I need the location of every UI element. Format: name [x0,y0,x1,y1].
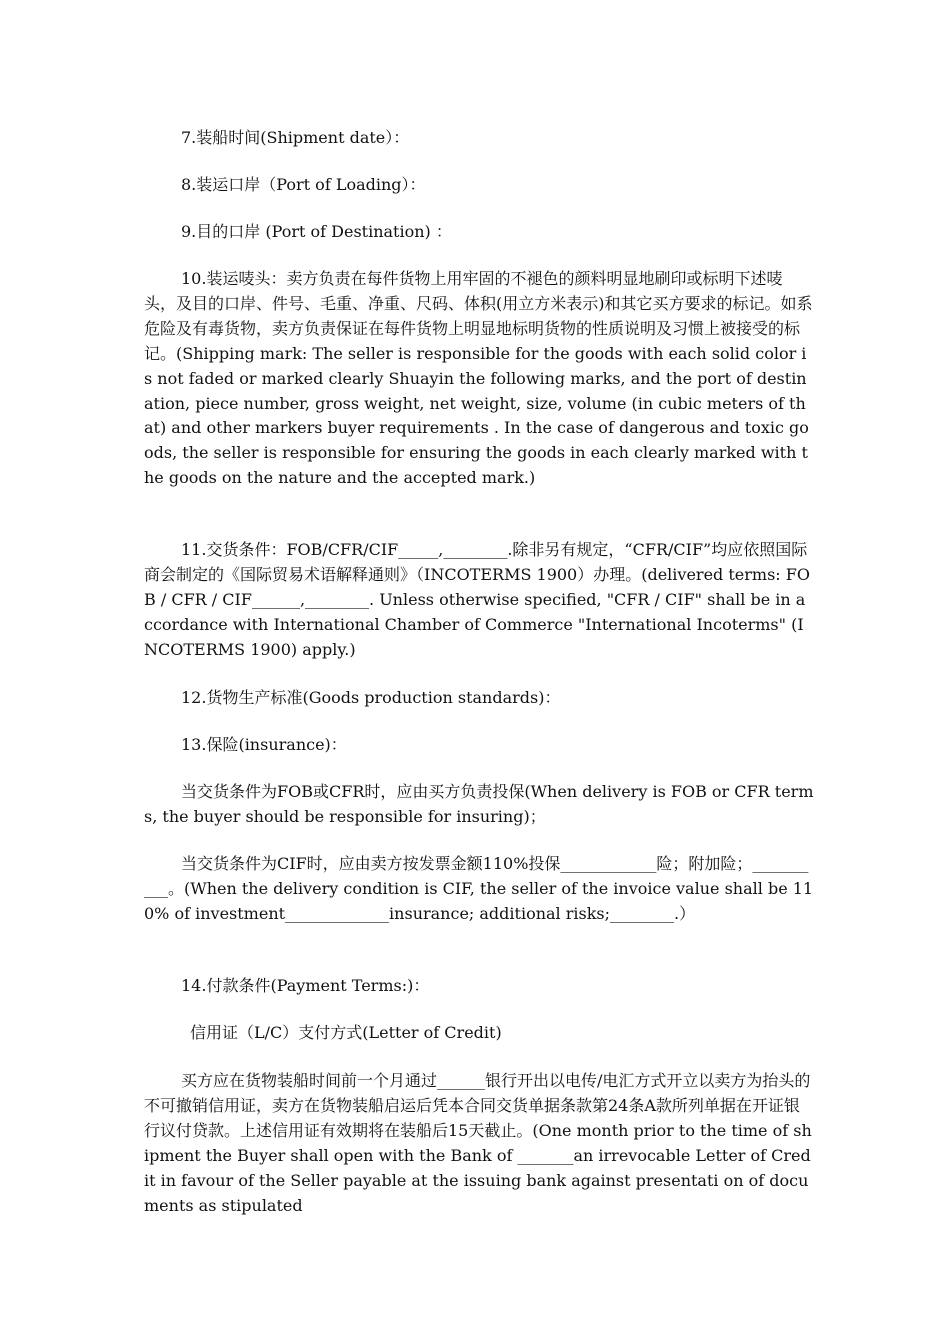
clause-13-insurance [181,733,851,758]
clause-11-delivery-terms [144,538,814,663]
clause-13-fob-cfr-note [144,780,814,830]
clause-8-port-of-loading [181,173,851,198]
clause-13-cif-note [144,852,814,927]
clause-14-lc-heading-text: 信用证（L/C）支付方式(Letter of Credit) [190,1023,502,1042]
clause-14-letter-of-credit-body [144,1069,814,1218]
clause-8-text: 8.装运口岸（Port of Loading）： [181,175,426,194]
clause-13-text: 13.保险(insurance)： [181,735,347,754]
clause-14-payment-terms [181,974,851,999]
clause-9-port-of-destination [181,220,851,245]
clause-11-text: 11.交货条件：FOB/CFR/CIF_____,________.除非另有规定，“CFR/CIF”均应依照国际商会制定的《国际贸易术语解释通则》（INCOTERMS 1900）办理。(delivered terms: FOB / CFR / CIF______,________. Unless otherwise specified, "CFR / CIF" shall be in accordance with International Chamber of Commerce "International Incoterms" (INCOTERMS 1900) apply.) [144,540,810,659]
clause-14-lc-body-text: 买方应在货物装船时间前一个月通过______银行开出以电传/电汇方式开立以卖方为抬头的不可撤销信用证，卖方在货物装船启运后凭本合同交货单据条款第24条A款所列单据在开证银行议付贷款。上述信用证有效期将在装船后15天截止。(One month prior to the time of shipment the Buyer shall open with the Bank of _______an irrevocable Letter of Credit in favour of the Seller payable at the issuing bank against presentati on of documents as stipulated [144,1071,812,1215]
clause-12-production-standards [181,686,851,711]
clause-7-shipment-date [181,126,851,151]
clause-14-letter-of-credit-heading [190,1021,860,1046]
clause-12-text: 12.货物生产标准(Goods production standards)： [181,688,561,707]
clause-10-shipping-mark [144,267,814,491]
clause-14-text: 14.付款条件(Payment Terms:)： [181,976,430,995]
clause-13-cif-text: 当交货条件为CIF时，应由卖方按发票金额110%投保____________险；附加险；__________。(When the delivery condition is CIF, the seller of the invoice value shall be 110% of investment_____________insurance; additional risks;________.） [144,854,814,923]
clause-9-text: 9.目的口岸 (Port of Destination) ： [181,222,452,241]
clause-10-text: 10.装运唛头：卖方负责在每件货物上用牢固的不褪色的颜料明显地刷印或标明下述唛头，及目的口岸、件号、毛重、净重、尺码、体积(用立方米表示)和其它买方要求的标记。如系危险及有毒货物，卖方负责保证在每件货物上明显地标明货物的性质说明及习惯上被接受的标记。(Shipping mark: The seller is responsible for the goods with each solid color is not faded or marked clearly Shuayin the following marks, and the port of destination, piece number, gross weight, net weight, size, volume (in cubic meters of that) and other markers buyer requirements . In the case of dangerous and toxic goods, the seller is responsible for ensuring the goods in each clearly marked with the goods on the nature and the accepted mark.) [144,269,813,488]
clause-7-text: 7.装船时间(Shipment date）： [181,128,410,147]
clause-13-fob-cfr-text: 当交货条件为FOB或CFR时，应由买方负责投保(When delivery is FOB or CFR terms, the buyer should be responsible for insuring)； [144,782,814,826]
